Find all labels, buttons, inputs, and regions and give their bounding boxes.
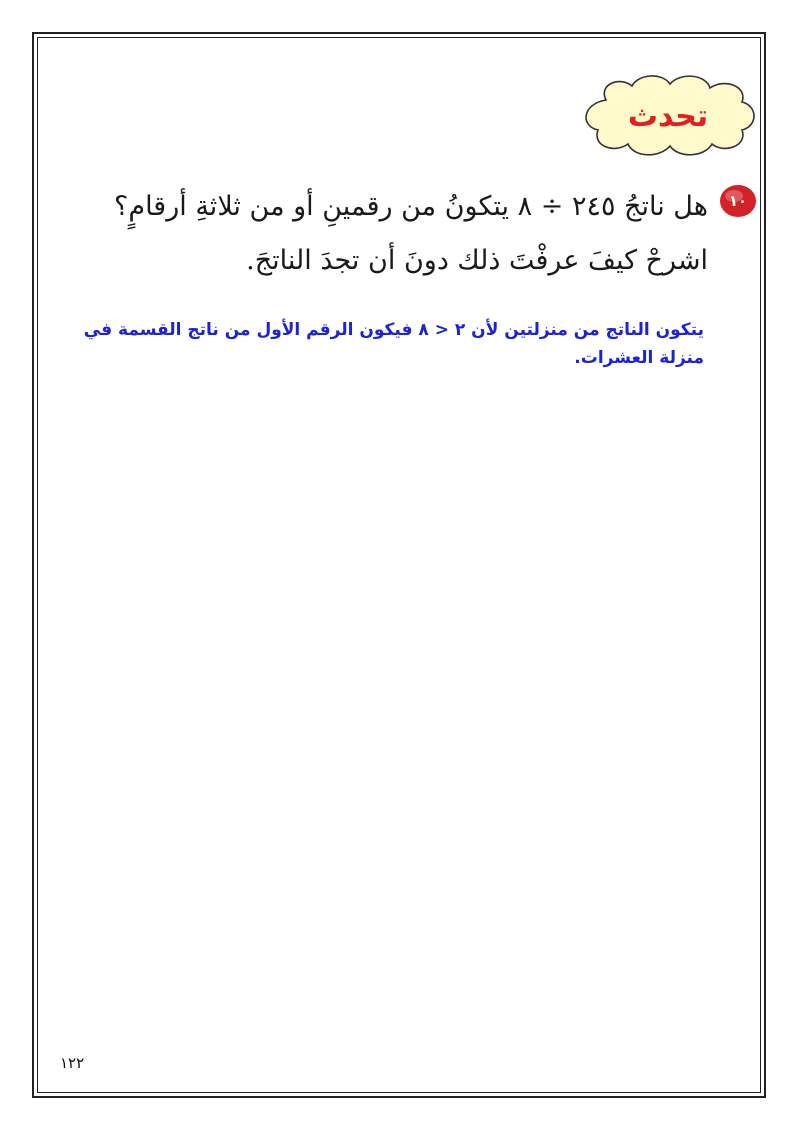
question-line-1: هل ناتجُ ٢٤٥ ÷ ٨ يتكونُ من رقمينِ أو من ثلاثةِ أرقامٍ؟ bbox=[114, 191, 708, 222]
question-number-badge bbox=[718, 183, 758, 219]
answer-text: يتكون الناتج من منزلتين لأن ٢ < ٨ فيكون الرقم الأول من ناتج القسمة في منزلة العشرات. bbox=[83, 320, 704, 368]
question-text bbox=[108, 180, 708, 288]
question-number: ١٠ bbox=[728, 192, 748, 210]
question-line-2: اشرحْ كيفَ عرفْتَ ذلك دونَ أن تجدَ الناتجَ. bbox=[246, 245, 708, 276]
section-title: تحدث bbox=[627, 98, 709, 134]
page-number: ١٢٢ bbox=[60, 1054, 85, 1072]
section-title-cloud bbox=[576, 70, 760, 158]
